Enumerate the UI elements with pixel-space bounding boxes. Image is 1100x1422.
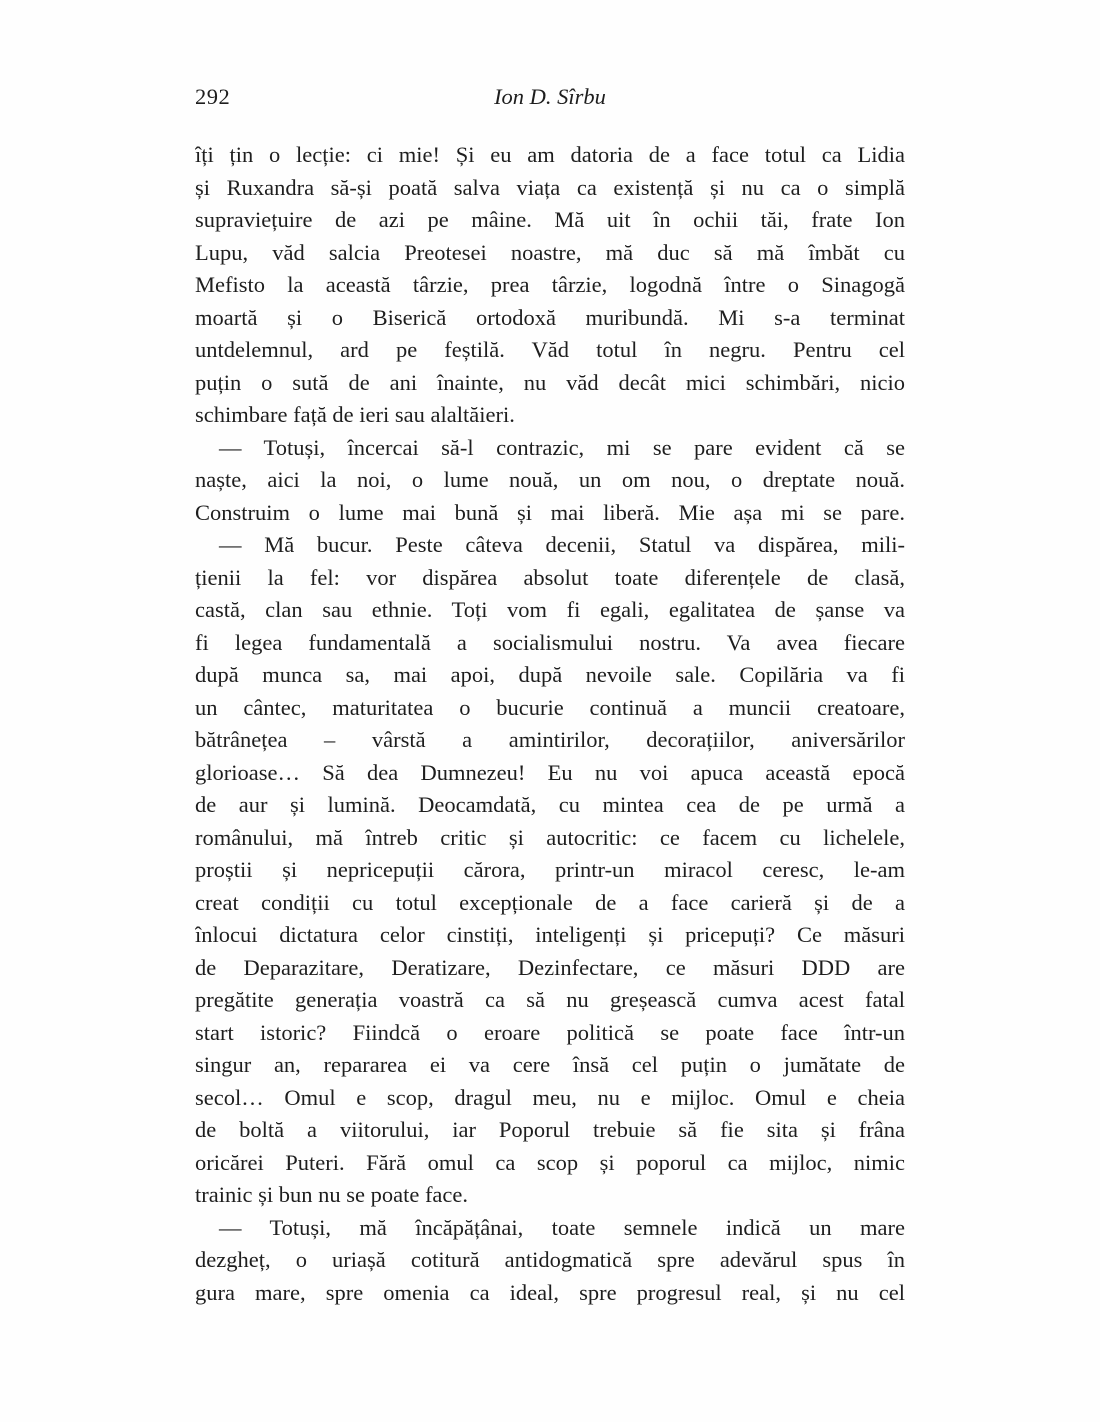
page-number: 292	[195, 84, 231, 109]
page-body	[195, 139, 905, 1309]
text-line: castă, clan sau ethnie. Toți vom fi egali, egalitatea de șanse va	[195, 597, 905, 622]
text-line: pregătite generația voastră ca să nu greșească cumva acest fatal	[195, 987, 905, 1012]
text-line: naște, aici la noi, o lume nouă, un om nou, o dreptate nouă.	[195, 467, 905, 492]
text-line: glorioase… Să dea Dumnezeu! Eu nu voi apuca această epocă	[195, 759, 905, 785]
text-line: trainic și bun nu se poate face.	[195, 1182, 469, 1207]
text-line: de Deparazitare, Deratizare, Dezinfectare, ce măsuri DDD are	[195, 954, 905, 980]
text-line: bătrânețea – vârstă a amintirilor, decorațiilor, aniversărilor	[195, 727, 905, 752]
text-line: oricărei Puteri. Fără omul ca scop și poporul ca mijloc, nimic	[195, 1149, 905, 1175]
text-line: — Mă bucur. Peste câteva decenii, Statul va dispărea, mili-	[219, 532, 905, 557]
text-line: de aur și lumină. Deocamdată, cu mintea cea de pe urmă a	[195, 792, 905, 817]
text-line: țienii la fel: vor dispărea absolut toate diferențele de clasă,	[195, 564, 905, 590]
text-line: de boltă a viitorului, iar Poporul trebuie să fie sita și frâna	[195, 1117, 905, 1142]
text-line: Construim o lume mai bună și mai liberă. Mie așa mi se pare.	[195, 499, 905, 525]
text-line: și Ruxandra să-și poată salva viața ca existență și nu ca o simplă	[195, 174, 905, 200]
text-line: untdelemnul, ard pe feștilă. Văd totul în negru. Pentru cel	[195, 337, 905, 362]
text-line: moartă și o Biserică ortodoxă muribundă. Mi s-a terminat	[195, 304, 905, 330]
running-head: Ion D. Sîrbu	[494, 84, 606, 109]
text-line: — Totuși, încercai să-l contrazic, mi se pare evident că se	[219, 434, 905, 460]
text-line: îți țin o lecție: ci mie! Și eu am datoria de a face totul ca Lidia	[195, 142, 905, 167]
text-line: schimbare față de ieri sau alaltăieri.	[195, 402, 515, 427]
text-line: Lupu, văd salcia Preotesei noastre, mă duc să mă îmbăt cu	[195, 239, 905, 265]
text-line: secol… Omul e scop, dragul meu, nu e mijloc. Omul e cheia	[195, 1084, 905, 1110]
text-line: — Totuși, mă încăpățânai, toate semnele indică un mare	[219, 1214, 905, 1240]
text-line: un cântec, maturitatea o bucurie continuă a muncii creatoare,	[195, 694, 905, 720]
text-line: puțin o sută de ani înainte, nu văd decât mici schimbări, nicio	[195, 369, 905, 395]
text-line: start istoric? Fiindcă o eroare politică se poate face într-un	[195, 1019, 905, 1045]
text-line: creat condiții cu totul excepționale de a face carieră și de a	[195, 889, 905, 915]
text-line: singur an, repararea ei va cere însă cel puțin o jumătate de	[195, 1052, 905, 1077]
text-line: supraviețuire de azi pe mâine. Mă uit în ochii tăi, frate Ion	[195, 207, 905, 232]
text-line: proștii și nepricepuții cărora, printr-un miracol ceresc, le-am	[195, 857, 905, 882]
text-line: gura mare, spre omenia ca ideal, spre progresul real, și nu cel	[195, 1279, 905, 1305]
text-line: Mefisto la această târzie, prea târzie, logodnă între o Sinagogă	[195, 272, 905, 297]
text-line: românului, mă întreb critic și autocritic: ce facem cu lichelele,	[195, 824, 905, 850]
text-line: dezgheț, o uriașă cotitură antidogmatică spre adevărul spus în	[195, 1247, 905, 1272]
text-line: fi legea fundamentală a socialismului nostru. Va avea fiecare	[195, 629, 905, 655]
page-header	[195, 84, 905, 114]
text-line: înlocui dictatura celor cinstiți, inteligenți și pricepuți? Ce măsuri	[195, 922, 905, 947]
text-line: după munca sa, mai apoi, după nevoile sale. Copilăria va fi	[195, 662, 905, 687]
